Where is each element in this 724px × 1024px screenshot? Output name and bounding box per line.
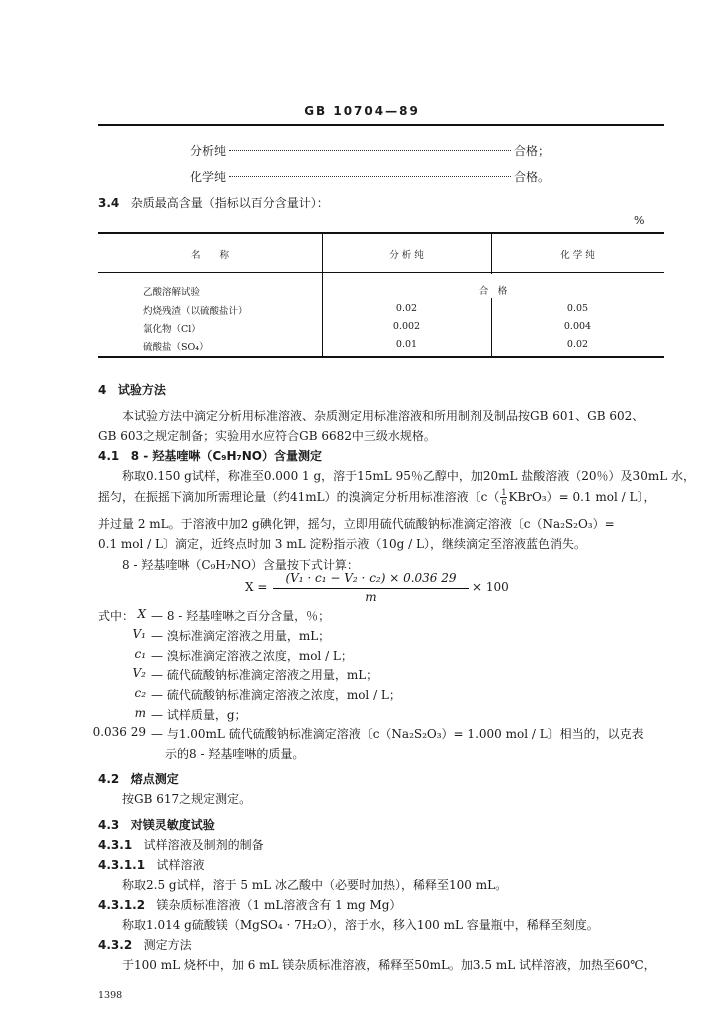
header-rule	[98, 124, 664, 126]
def-continuation: 示的8 - 羟基喹啉的质量。	[165, 747, 305, 761]
table-cell-ar: 0.002	[392, 321, 421, 332]
section-4-3-2-body: 于100 mL 烧杯中，加 6 mL 镁杂质标准溶液，稀释至50mL。加3.5 mL 试样溶液，加热至60℃，	[122, 958, 656, 972]
section-number: 4.3.2	[98, 938, 133, 952]
def-desc: — 与1.00mL 硫代硫酸钠标准滴定溶液〔c（Na₂S₂O₃）= 1.000 mol / L〕相当的，以克表	[151, 727, 644, 741]
fraction-denominator: 6	[501, 498, 507, 507]
section-4-intro-2: GB 603之规定制备；实验用水应符合GB 6682中三级水规格。	[98, 429, 436, 443]
section-4-1-p2	[98, 488, 655, 507]
def-symbol: V₂	[132, 666, 146, 680]
def-desc: — 8 - 羟基喹啉之百分含量，％；	[151, 609, 331, 623]
formula-fraction-bar	[273, 588, 469, 589]
section-title: 试样溶液	[156, 858, 205, 872]
def-desc: — 试样质量，g；	[151, 708, 247, 722]
where-label: 式中：	[98, 609, 135, 623]
section-title: 试样溶液及制剂的制备	[143, 838, 264, 852]
page-number: 1398	[98, 990, 123, 1001]
def-symbol: V₁	[132, 627, 146, 641]
table-cell-cp: 0.004	[563, 321, 592, 332]
section-title: 镁杂质标准溶液（1 mL溶液含有 1 mg Mg）	[156, 898, 402, 912]
section-3-4-heading	[98, 194, 329, 211]
table-cell-ar: 0.01	[395, 339, 418, 350]
formula-tail: × 100	[472, 580, 509, 594]
section-number: 3.4	[98, 196, 120, 210]
section-4-heading	[98, 381, 166, 398]
table-cell-name: 灼烧残渣（以硫酸盐计）	[143, 306, 248, 317]
section-4-3-1-2-body: 称取1.014 g硫酸镁（MgSO₄ · 7H₂O），溶于水，移入100 mL 容量瓶中，稀释至刻度。	[122, 918, 599, 932]
grade-line-ar	[190, 142, 550, 159]
section-4-1-p3: 并过量 2 mL。于溶液中加2 g碘化钾，摇匀，立即用硫代硫酸钠标准滴定溶液〔c（Na₂S₂O₃）=	[98, 517, 615, 531]
def-symbol: 0.036 29	[92, 725, 146, 739]
section-number: 4.3	[98, 818, 120, 832]
table-cell-cp: 0.02	[566, 339, 589, 350]
section-4-3-heading	[98, 816, 215, 833]
grade-value: 合格；	[514, 144, 551, 158]
grade-line-cp	[190, 168, 550, 185]
section-title: 杂质最高含量（指标以百分含量计）：	[130, 196, 329, 210]
section-4-1-p1: 称取0.150 g试样，称准至0.000 1 g，溶于15mL 95％乙醇中，加20mL 盐酸溶液（20％）及30mL 水，	[122, 469, 695, 483]
section-title: 对镁灵敏度试验	[130, 818, 215, 832]
def-desc: — 硫代硫酸钠标准滴定溶液之用量，mL；	[151, 668, 379, 682]
def-symbol: X	[137, 607, 146, 621]
table-unit: %	[634, 214, 645, 227]
grade-label: 化学纯	[190, 170, 227, 184]
table-top-rule	[98, 232, 664, 234]
table-cell-merged: 合 格	[478, 286, 508, 297]
section-4-2-heading	[98, 770, 179, 787]
section-number: 4.3.1	[98, 838, 133, 852]
formula-denominator: m	[365, 590, 377, 604]
def-symbol: c₂	[134, 686, 146, 700]
text-run: 摇匀，在振摇下滴加所需理论量（约41mL）的溴滴定分析用标准溶液〔c（	[98, 490, 500, 504]
section-number: 4.1	[98, 449, 120, 463]
section-4-3-1-heading	[98, 836, 264, 853]
section-number: 4.3.1.1	[98, 858, 146, 872]
section-4-3-1-1-body: 称取2.5 g试样，溶于 5 mL 冰乙酸中（必要时加热），稀释至100 mL。	[122, 878, 508, 892]
section-title: 8 - 羟基喹啉（C₉H₇NO）含量测定	[130, 449, 323, 463]
table-cell-cp: 0.05	[566, 303, 589, 314]
grade-label: 分析纯	[190, 144, 227, 158]
table-header-name: 名 称	[190, 250, 229, 261]
section-4-1-p5: 8 - 羟基喹啉（C₉H₇NO）含量按下式计算：	[122, 558, 359, 572]
section-4-3-2-heading	[98, 936, 192, 953]
section-4-intro-1: 本试验方法中滴定分析用标准溶液、杂质测定用标准溶液和所用制剂及制品按GB 601、GB 602、	[122, 409, 645, 423]
table-header-cp: 化 学 纯	[560, 250, 595, 261]
section-4-1-p4: 0.1 mol / L〕滴定，近终点时加 3 mL 淀粉指示液（10g / L），继续滴定至溶液蓝色消失。	[98, 537, 587, 551]
section-number: 4.3.1.2	[98, 898, 146, 912]
def-desc: — 溴标准滴定溶液之浓度，mol / L；	[151, 649, 353, 663]
section-4-3-1-2-heading	[98, 896, 401, 913]
text-run: KBrO₃）= 0.1 mol / L〕，	[508, 490, 656, 504]
table-cell-name: 氯化物（Cl）	[143, 324, 201, 335]
def-symbol: m	[134, 706, 146, 720]
table-header-ar: 分 析 纯	[389, 250, 424, 261]
fraction-numerator: 1	[501, 488, 507, 497]
page-header-title: GB 10704—89	[304, 104, 420, 118]
def-symbol: c₁	[134, 647, 146, 661]
section-title: 熔点测定	[130, 772, 179, 786]
formula-lhs: X =	[245, 580, 268, 594]
table-cell-ar: 0.02	[395, 303, 418, 314]
section-4-3-1-1-heading	[98, 856, 205, 873]
section-4-1-heading	[98, 447, 322, 464]
section-number: 4	[98, 383, 107, 397]
grade-value: 合格。	[514, 170, 551, 184]
def-desc: — 溴标准滴定溶液之用量，mL；	[151, 629, 331, 643]
section-title: 试验方法	[117, 383, 166, 397]
table-cell-name: 硫酸盐（SO₄）	[143, 342, 209, 353]
table-bottom-rule	[98, 356, 664, 358]
def-desc: — 硫代硫酸钠标准滴定溶液之浓度，mol / L；	[151, 688, 401, 702]
table-cell-name: 乙酸溶解试验	[143, 287, 201, 298]
table-header-rule	[98, 272, 664, 273]
section-4-2-body: 按GB 617之规定测定。	[122, 792, 252, 806]
section-number: 4.2	[98, 772, 120, 786]
fraction	[500, 488, 507, 507]
section-title: 测定方法	[143, 938, 192, 952]
formula-numerator: (V₁ · c₁ − V₂ · c₂) × 0.036 29	[285, 571, 457, 585]
